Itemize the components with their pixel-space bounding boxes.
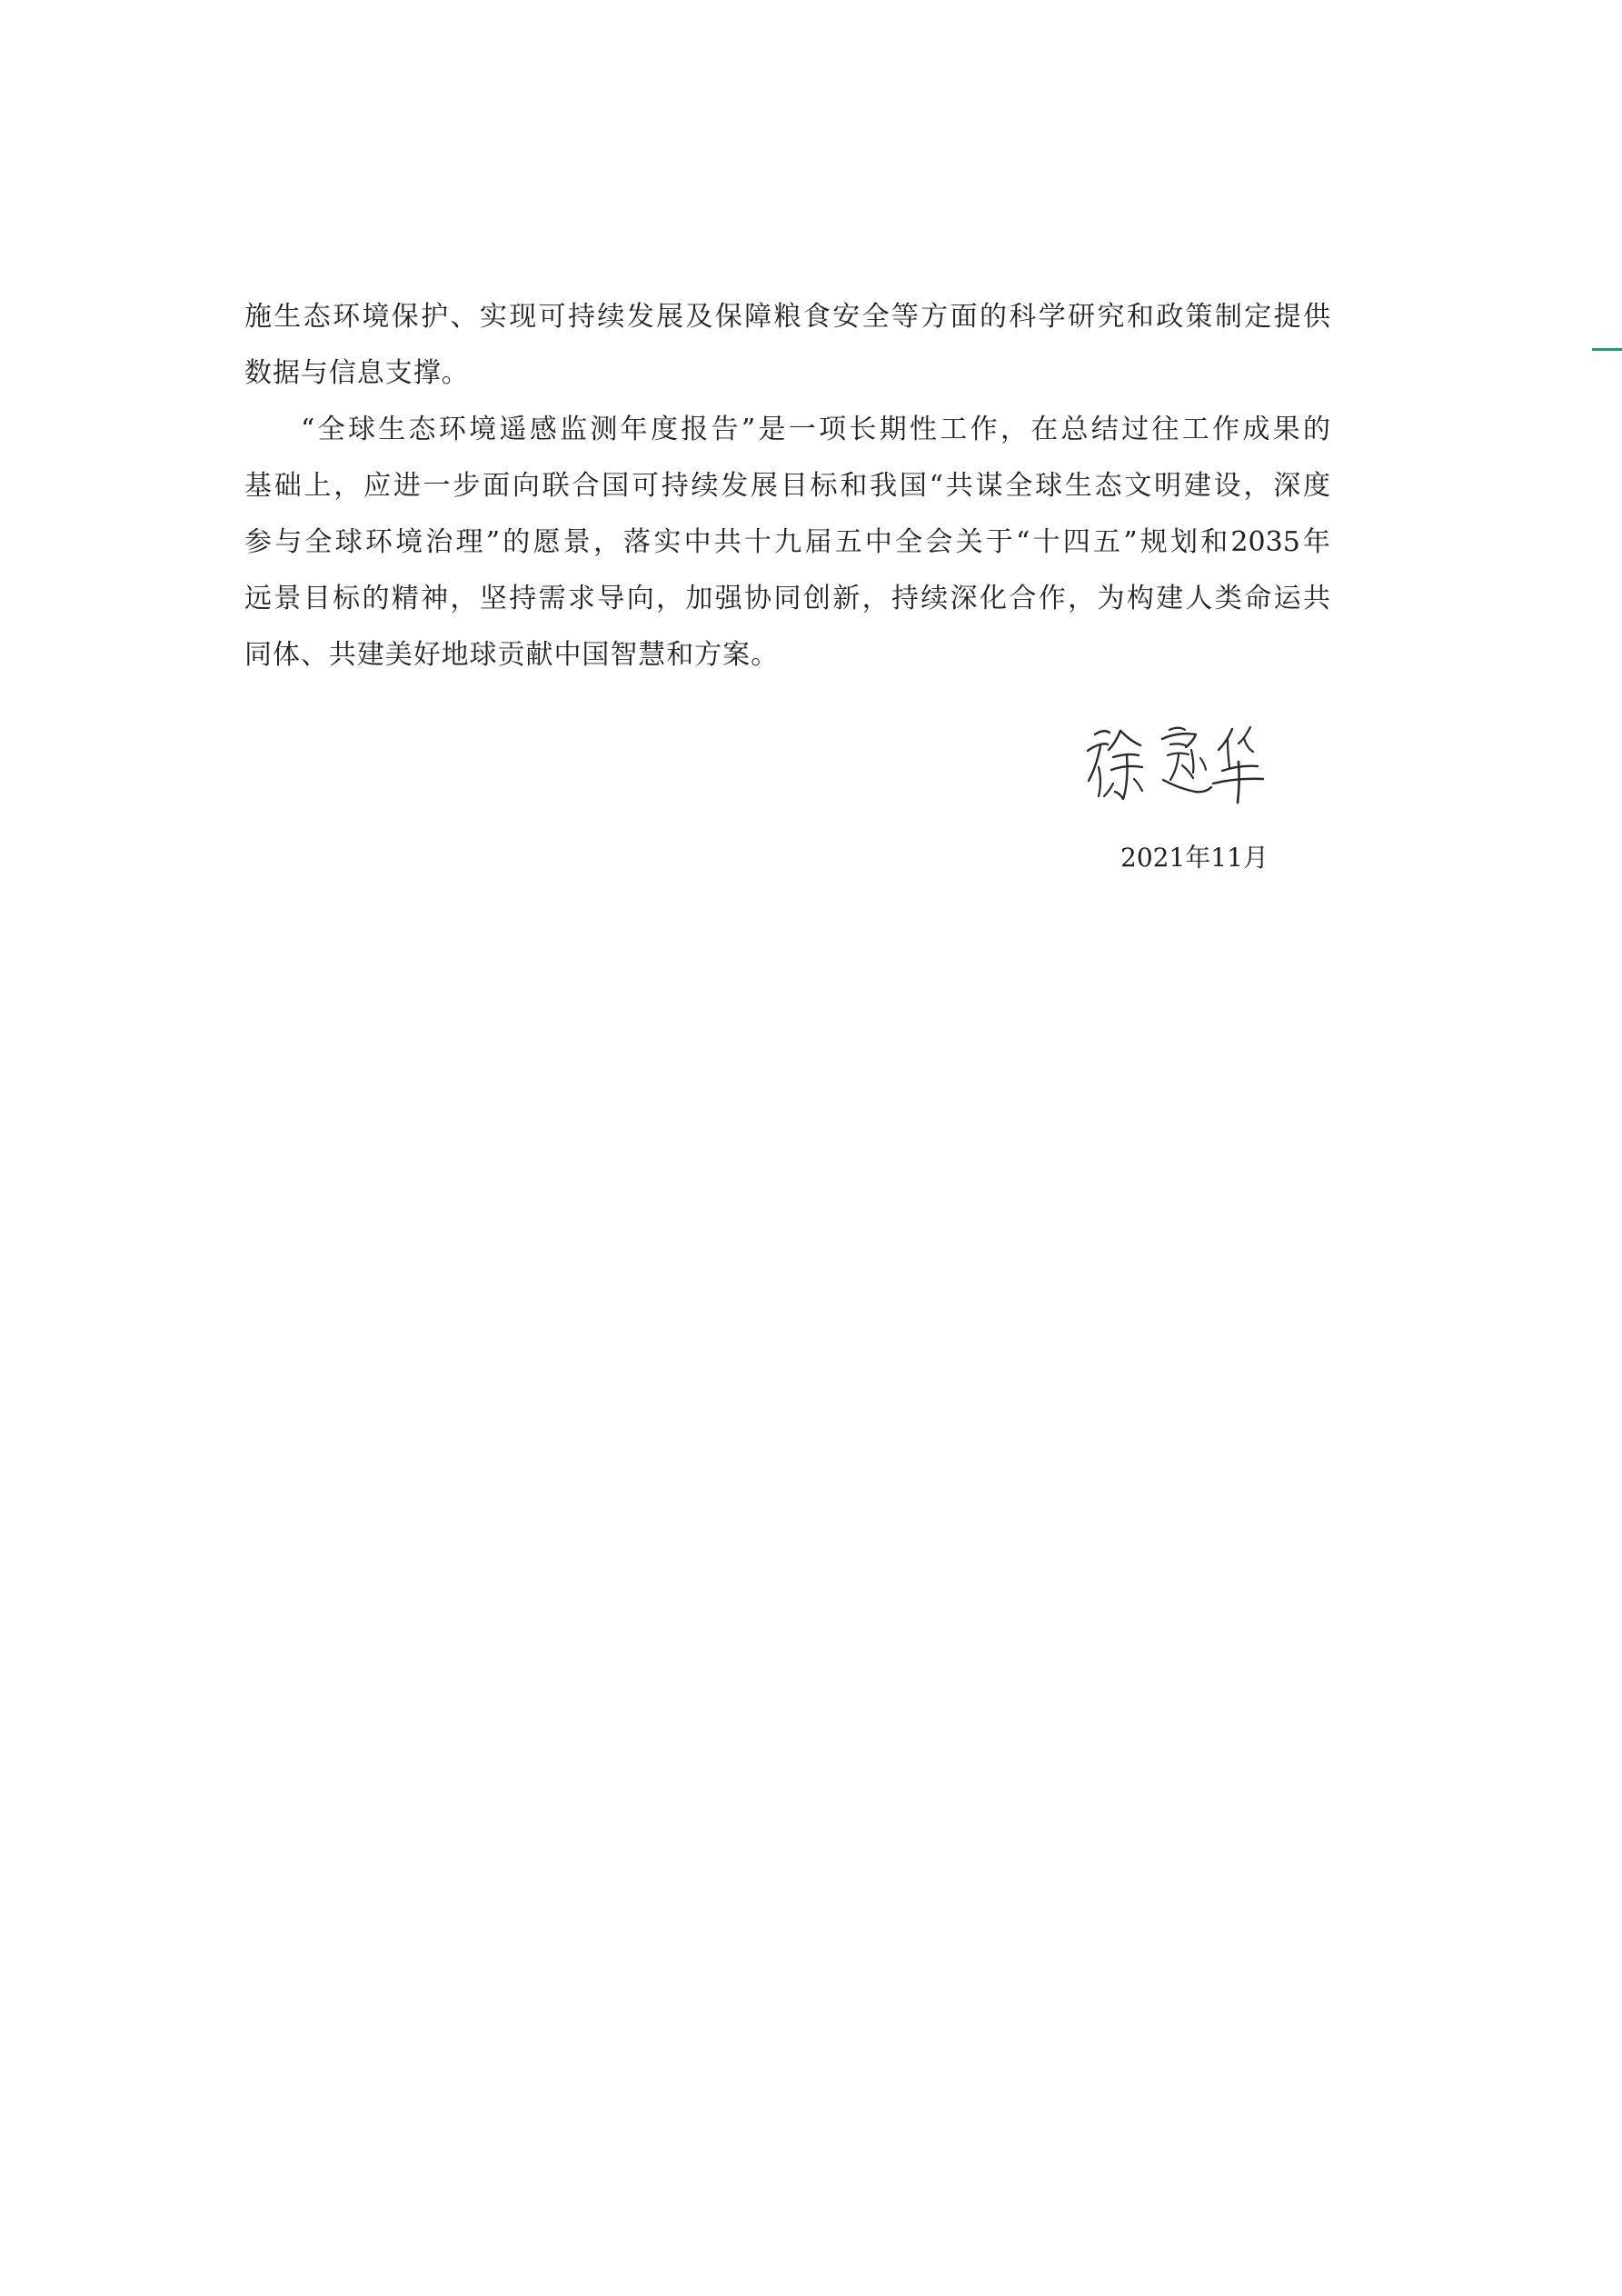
document-date: 2021年11月 — [1120, 843, 1269, 873]
paragraph-2-line-2: 基础上，应进一步面向联合国可持续发展目标和我国“共谋全球生态文明建设，深度 — [244, 470, 1330, 502]
paragraph-2-line-4: 远景目标的精神，坚持需求导向，加强协同创新，持续深化合作，为构建人类命运共 — [244, 583, 1330, 614]
paragraph-1-line-1: 施生态环境保护、实现可持续发展及保障粮食安全等方面的科学研究和政策制定提供 — [244, 301, 1330, 333]
paragraph-2-line-5: 同体、共建美好地球贡献中国智慧和方案。 — [244, 639, 780, 671]
body-text — [244, 289, 1330, 684]
handwritten-signature — [1077, 714, 1290, 816]
page-edge-accent-mark — [1592, 348, 1622, 351]
signature-image — [1077, 714, 1290, 816]
paragraph-1-line-2: 数据与信息支撑。 — [244, 357, 470, 389]
paragraph-2-line-1: “全球生态环境遥感监测年度报告”是一项长期性工作，在总结过往工作成果的 — [301, 414, 1330, 445]
paragraph-2-line-3: 参与全球环境治理”的愿景，落实中共十九届五中全会关于“十四五”规划和2035年 — [244, 526, 1330, 558]
